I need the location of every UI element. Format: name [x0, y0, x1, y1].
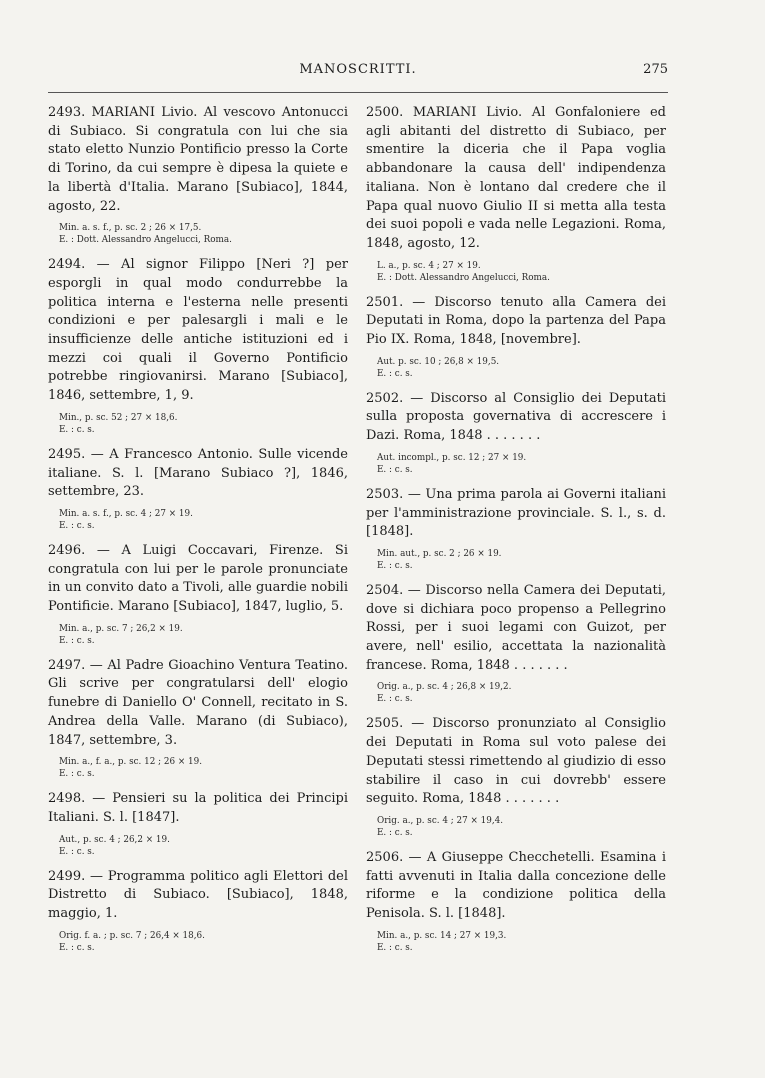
entry-meta-owner: E. : c. s.: [377, 368, 413, 379]
entry-meta-owner: E. : Dott. Alessandro Angelucci, Roma.: [377, 272, 550, 283]
entry-meta: [59, 222, 348, 246]
catalog-entry-2504: [366, 582, 666, 706]
catalog-entry-2502: [366, 390, 666, 476]
header-rule: [48, 92, 668, 93]
entry-meta: [377, 548, 666, 572]
entry-meta: [377, 815, 666, 839]
catalog-entry-2501: [366, 294, 666, 380]
right-column: [366, 104, 666, 964]
entry-meta: [59, 834, 348, 858]
entry-text: 2505. — Discorso pronunziato al Consiglio dei Deputati in Roma sul voto palese dei Deputati stessi rimettendo al giudizio di esso stabilire il caso in cui dovrebb' essere seguito. Roma, 1848 . . . . . . .: [366, 716, 666, 807]
entry-meta: [59, 508, 348, 532]
entry-meta: [377, 260, 666, 284]
entry-text: 2494. — Al signor Filippo [Neri ?] per esporgli in qual modo condurrebbe la politica interna e l'esterna nelle presenti condizioni e per palesargli i mali e le insufficienze delle antiche istituzioni ed i mezzi coi quali il Governo Pontificio potrebbe ringiovanirsi. Marano [Subiaco], 1846, settembre, 1, 9.: [48, 257, 348, 404]
catalog-entry-2496: [48, 542, 348, 647]
entry-meta-description: Min. a., p. sc. 7 ; 26,2 × 19.: [59, 623, 183, 634]
entry-text: 2504. — Discorso nella Camera dei Deputati, dove si dichiara poco propenso a Pellegrino Rossi, per i suoi legami con Guizot, per avere, nell' esilio, accettata la nazionalità francese. Roma, 1848 . . . . . . .: [366, 582, 666, 673]
catalog-entry-2494: [48, 256, 348, 436]
entry-text: 2506. — A Giuseppe Checchetelli. Esamina i fatti avvenuti in Italia dalla concezione delle riforme e la condizione politica della Penisola. S. l. [1848].: [366, 849, 666, 922]
entry-meta-description: Aut., p. sc. 4 ; 26,2 × 19.: [59, 834, 170, 845]
entry-text: 2495. — A Francesco Antonio. Sulle vicende italiane. S. l. [Marano Subiaco ?], 1846, settembre, 23.: [48, 446, 348, 500]
entry-text: 2500. MARIANI Livio. Al Gonfaloniere ed agli abitanti del distretto di Subiaco, per smentire la diceria che il Papa voglia abbandonare la causa dell' indipendenza italiana. Non è lontano dal credere che il Papa qual nuovo Giulio II si metta alla testa dei suoi popoli e vada nelle Legazioni. Roma, 1848, agosto, 12.: [366, 105, 666, 251]
entry-text: 2497. — Al Padre Gioachino Ventura Teatino. Gli scrive per congratularsi dell' elogio funebre di Daniello O' Connell, recitato in S. Andrea della Valle. Marano (di Subiaco), 1847, settembre, 3.: [48, 657, 348, 748]
left-column: [48, 104, 348, 964]
catalog-entry-2499: [48, 868, 348, 954]
page-header: [48, 62, 668, 84]
entry-text: 2503. — Una prima parola ai Governi italiani per l'amministrazione provinciale. S. l., s. d. [1848].: [366, 486, 666, 540]
entry-meta: [59, 623, 348, 647]
entry-text: 2496. — A Luigi Coccavari, Firenze. Si congratula con lui per le parole pronunciate in un convito dato a Tivoli, alle guardie nobili Pontificie. Marano [Subiaco], 1847, luglio, 5.: [48, 542, 348, 615]
entry-meta-owner: E. : c. s.: [377, 827, 413, 838]
entry-meta-description: Min. a., p. sc. 14 ; 27 × 19,3.: [377, 930, 507, 941]
entry-meta-owner: E. : c. s.: [377, 560, 413, 571]
entry-meta-description: Orig. a., p. sc. 4 ; 26,8 × 19,2.: [377, 682, 512, 693]
running-title: MANOSCRITTI.: [299, 62, 417, 77]
entry-meta-description: Aut. incompl., p. sc. 12 ; 27 × 19.: [377, 452, 527, 463]
entry-meta: [377, 356, 666, 380]
entry-meta-owner: E. : c. s.: [59, 635, 95, 646]
entry-meta: [59, 930, 348, 954]
entry-meta-description: Min. a. s. f., p. sc. 4 ; 27 × 19.: [59, 508, 193, 519]
catalog-entry-2506: [366, 849, 666, 954]
entry-meta-owner: E. : c. s.: [377, 694, 413, 705]
catalog-entry-2497: [48, 657, 348, 781]
entry-meta-description: Min. aut., p. sc. 2 ; 26 × 19.: [377, 548, 502, 559]
catalog-entry-2495: [48, 446, 348, 532]
entry-meta: [59, 756, 348, 780]
entry-meta-description: Orig. a., p. sc. 4 ; 27 × 19,4.: [377, 815, 504, 826]
entry-text: 2501. — Discorso tenuto alla Camera dei Deputati in Roma, dopo la partenza del Papa Pio IX. Roma, 1848, [novembre].: [366, 294, 666, 348]
entry-meta-description: L. a., p. sc. 4 ; 27 × 19.: [377, 260, 481, 271]
entry-meta: [377, 681, 666, 705]
entry-meta: [59, 412, 348, 436]
entry-meta-description: Min. a., f. a., p. sc. 12 ; 26 × 19.: [59, 757, 203, 768]
entry-meta-owner: E. : Dott. Alessandro Angelucci, Roma.: [59, 235, 232, 246]
catalog-entry-2503: [366, 486, 666, 572]
catalog-entry-2498: [48, 790, 348, 857]
entry-meta-description: Orig. f. a. ; p. sc. 7 ; 26,4 × 18,6.: [59, 930, 205, 941]
entry-text: 2502. — Discorso al Consiglio dei Deputati sulla proposta governativa di accrescere i Dazi. Roma, 1848 . . . . . . .: [366, 390, 666, 444]
entry-meta-owner: E. : c. s.: [59, 846, 95, 857]
entry-meta-description: Min., p. sc. 52 ; 27 × 18,6.: [59, 412, 178, 423]
page-number: 275: [643, 62, 668, 77]
entry-meta-owner: E. : c. s.: [377, 942, 413, 953]
entry-text: 2493. MARIANI Livio. Al vescovo Antonucci di Subiaco. Si congratula con lui che sia stato eletto Nunzio Pontificio presso la Corte di Torino, da cui sempre è dipesa la quiete e la libertà d'Italia. Marano [Subiaco], 1844, agosto, 22.: [48, 105, 348, 214]
entry-meta: [377, 930, 666, 954]
entry-meta: [377, 452, 666, 476]
entry-meta-description: Min. a. s. f., p. sc. 2 ; 26 × 17,5.: [59, 223, 202, 234]
entry-text: 2498. — Pensieri su la politica dei Principi Italiani. S. l. [1847].: [48, 791, 348, 825]
entry-meta-owner: E. : c. s.: [377, 464, 413, 475]
entry-meta-owner: E. : c. s.: [59, 942, 95, 953]
catalog-entry-2493: [48, 104, 348, 246]
catalog-entry-2505: [366, 715, 666, 839]
entry-meta-owner: E. : c. s.: [59, 520, 95, 531]
catalog-entry-2500: [366, 104, 666, 284]
entry-meta-owner: E. : c. s.: [59, 424, 95, 435]
entry-text: 2499. — Programma politico agli Elettori del Distretto di Subiaco. [Subiaco], 1848, maggio, 1.: [48, 868, 348, 922]
entry-meta-description: Aut. p. sc. 10 ; 26,8 × 19,5.: [377, 356, 500, 367]
entry-meta-owner: E. : c. s.: [59, 769, 95, 780]
